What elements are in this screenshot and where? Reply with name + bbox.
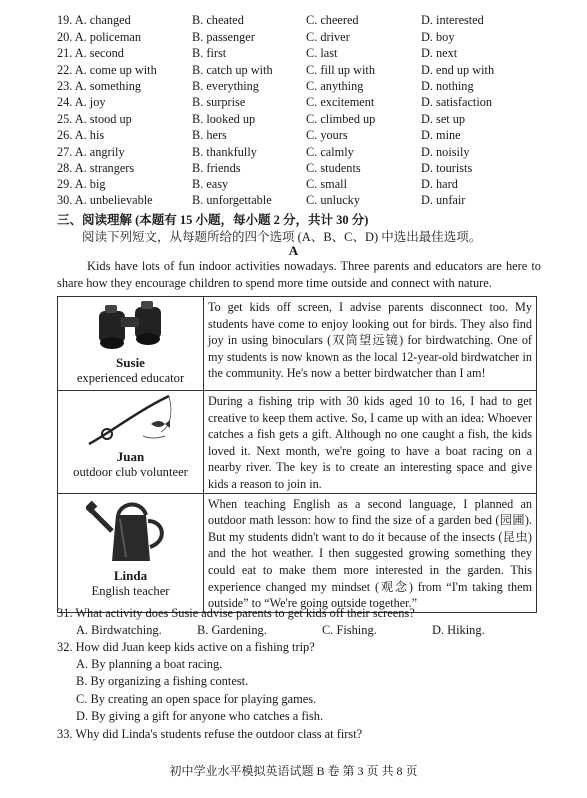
option-row: 30. A. unbelievable B. unforgettable C. unlucky D. unfair bbox=[57, 193, 466, 207]
option-row: 26. A. his B. hers C. yours D. mine bbox=[57, 128, 461, 142]
answer-option[interactable]: D. Hiking. bbox=[432, 623, 485, 637]
section-instruction: 阅读下列短文，从每题所给的四个选项 (A、B、C、D) 中选出最佳选项。 bbox=[82, 230, 482, 244]
people-table bbox=[57, 296, 537, 613]
fishing-rod-icon bbox=[58, 391, 203, 449]
option-row: 19. A. changed B. cheated C. cheered D. interested bbox=[57, 13, 484, 27]
table-row bbox=[58, 391, 537, 494]
passage-letter: A bbox=[288, 243, 299, 258]
section-title: 三、阅读理解 (本题有 15 小题，每小题 2 分，共计 30 分) bbox=[57, 213, 369, 227]
watering-can-icon bbox=[58, 494, 203, 568]
binoculars-icon bbox=[58, 297, 203, 355]
person-statement: During a fishing trip with 30 kids aged 10 to 16, I had to get creative to keep them active. So, I came up with an idea: Whoever catches a fish gets a gift. Although no one caught a fish, the kids loved it. Next month, we're going to have a boat racing on a nearby river. The key is to create an interesting space and give kids a reason to join in. bbox=[204, 391, 537, 494]
person-statement: To get kids off screen, I advise parents disconnect too. My students have come to enjoy looking out for birds. They also find joy in using binoculars (双筒望远镜) for birdwatching. One of my students is now known as the local 12-year-old birdwatcher in the community. He's now a better birdwatcher than I am! bbox=[204, 297, 537, 391]
person-name: Linda bbox=[113, 567, 148, 583]
person-cell bbox=[58, 391, 204, 494]
option-row: 29. A. big B. easy C. small D. hard bbox=[57, 177, 458, 191]
person-role: English teacher bbox=[91, 583, 170, 598]
option-row: 24. A. joy B. surprise C. excitement D. satisfaction bbox=[57, 95, 493, 109]
answer-option[interactable]: D. By giving a gift for anyone who catches a fish. bbox=[76, 709, 324, 723]
answer-option[interactable]: B. By organizing a fishing contest. bbox=[76, 674, 249, 688]
option-row: 25. A. stood up B. looked up C. climbed up D. set up bbox=[57, 112, 466, 126]
question-32: 32. How did Juan keep kids active on a fishing trip? bbox=[57, 640, 315, 654]
person-statement: When teaching English as a second language, I planned an outdoor math lesson: how to find the size of a garden bed (园圃). But my students didn't want to do it because of the insects (昆虫) and the hot weather. I then suggested growing something they could eat to make them more interested in the garden. This experience changed my mindset (观念) from “I'm taking them outside” to “We're going outside together.” bbox=[204, 493, 537, 612]
answer-option[interactable]: B. Gardening. bbox=[197, 623, 267, 637]
person-name: Susie bbox=[116, 355, 145, 370]
question-31: 31. What activity does Susie advise parents to get kids off their screens? bbox=[57, 606, 415, 620]
person-role: experienced educator bbox=[76, 371, 185, 385]
person-cell bbox=[58, 297, 204, 391]
question-33: 33. Why did Linda's students refuse the outdoor class at first? bbox=[57, 727, 363, 741]
option-row: 23. A. something B. everything C. anything D. nothing bbox=[57, 79, 474, 93]
passage-intro: Kids have lots of fun indoor activities nowadays. Three parents and educators are here to share how they encourage children to spend more time outside and connect with nature. bbox=[57, 259, 541, 290]
option-row: 20. A. policeman B. passenger C. driver D. boy bbox=[57, 30, 455, 44]
person-cell bbox=[58, 493, 204, 612]
person-name: Juan bbox=[116, 449, 145, 464]
table-row bbox=[58, 297, 537, 391]
option-row: 27. A. angrily B. thankfully C. calmly D. noisily bbox=[57, 145, 470, 159]
person-role: outdoor club volunteer bbox=[73, 465, 188, 479]
page-footer: 初中学业水平模拟英语试题 B 卷 第 3 页 共 8 页 bbox=[169, 764, 418, 778]
answer-option[interactable]: A. Birdwatching. bbox=[76, 623, 162, 637]
table-row bbox=[58, 493, 537, 612]
option-row: 28. A. strangers B. friends C. students D. tourists bbox=[57, 161, 473, 175]
answer-option[interactable]: C. By creating an open space for playing games. bbox=[76, 692, 317, 706]
answer-option[interactable]: C. Fishing. bbox=[322, 623, 377, 637]
answer-option[interactable]: A. By planning a boat racing. bbox=[76, 657, 223, 671]
option-row: 21. A. second B. first C. last D. next bbox=[57, 46, 458, 60]
option-row: 22. A. come up with B. catch up with C. fill up with D. end up with bbox=[57, 63, 495, 77]
